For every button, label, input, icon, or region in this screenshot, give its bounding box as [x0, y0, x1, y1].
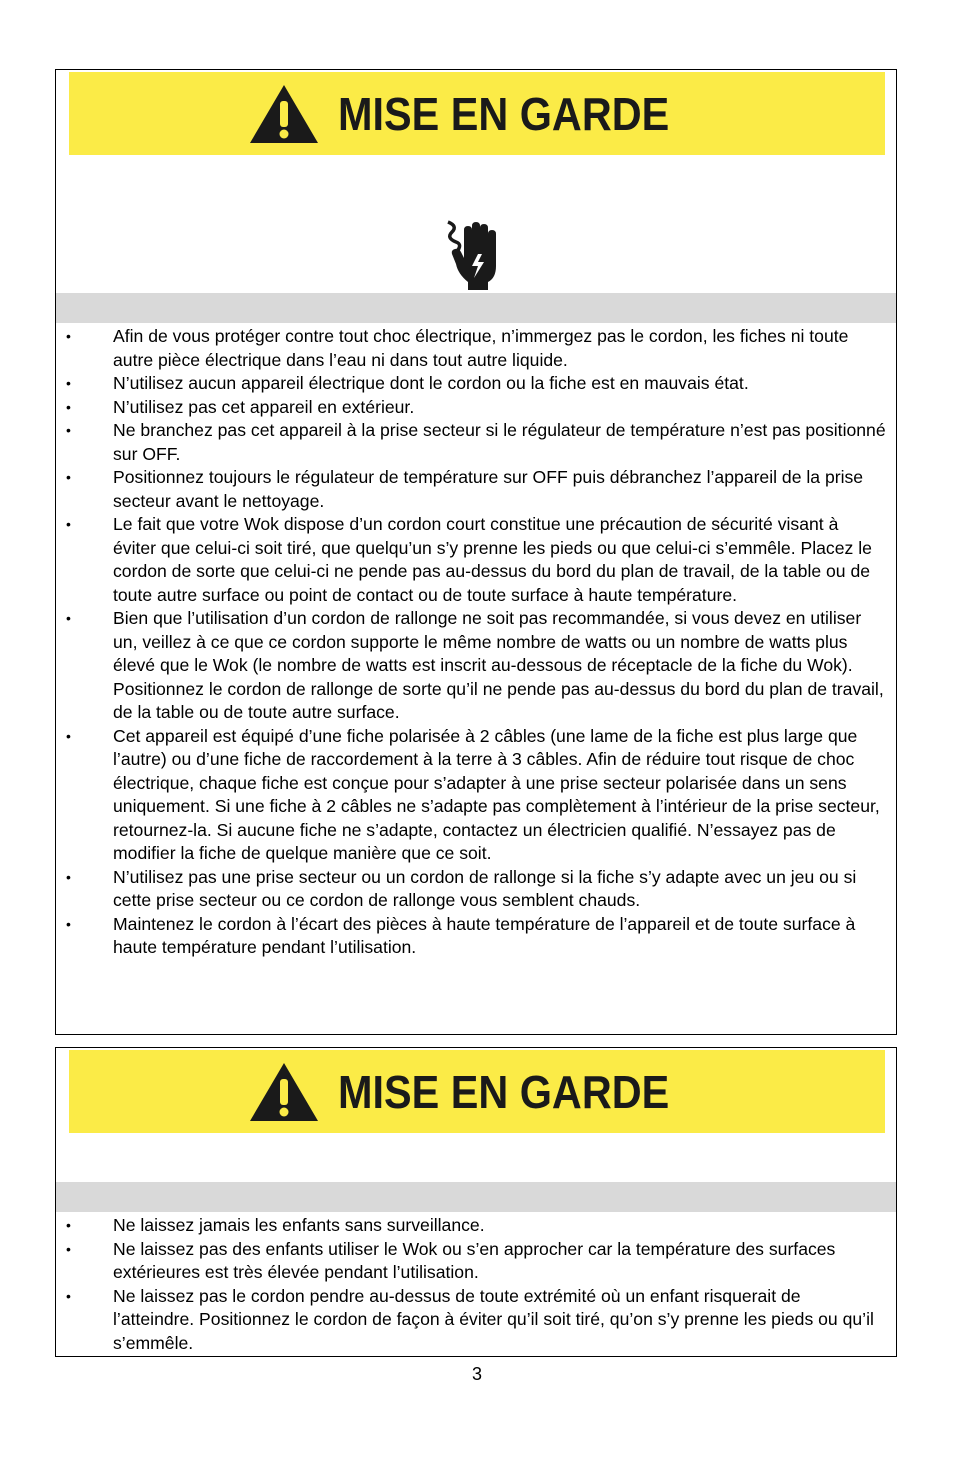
list-item: • N’utilisez aucun appareil électrique dont le cordon ou la fiche est en mauvais état.	[56, 372, 886, 396]
list-item: • N’utilisez pas cet appareil en extérieur.	[56, 396, 886, 420]
list-item: • Ne branchez pas cet appareil à la prise secteur si le régulateur de température n’est pas positionné sur OFF.	[56, 419, 886, 466]
list-item: • Bien que l’utilisation d’un cordon de rallonge ne soit pas recommandée, si vous devez en utiliser un, veillez à ce que ce cordon supporte le même nombre de watts ou un nombre de watts plus élevé que le Wok (le nombre de watts est inscrit au-dessous de réceptacle de la fiche du Wok). Positionnez le cordon de rallonge de sorte qu’il ne pende pas au-dessus du bord du plan de travail, de la table ou de toute autre surface.	[56, 607, 886, 725]
list-item: • N’utilisez pas une prise secteur ou un cordon de rallonge si la fiche s’y adapte avec un jeu ou si cette prise secteur ou ce cordon de rallonge vous semblent chauds.	[56, 866, 886, 913]
warning-box-children	[55, 1047, 897, 1357]
list-item: • Le fait que votre Wok dispose d’un cordon court constitue une précaution de sécurité visant à éviter que celui-ci soit tiré, que quelqu’un s’y prenne les pieds ou que celui-ci s’emmêle. Placez le cordon de sorte que celui-ci ne pende pas au-dessus du bord du plan de travail, de la table ou de toute autre surface ou point de contact ou de toute surface à haute température.	[56, 513, 886, 607]
warning-box-electrical	[55, 69, 897, 1035]
warning-banner	[69, 72, 885, 155]
list-item: • Ne laissez pas le cordon pendre au-dessus de toute extrémité où un enfant risquerait de l’atteindre. Positionnez le cordon de façon à éviter qu’il soit tiré, qu’on s’y prenne les pieds ou qu’il s’emmêle.	[56, 1285, 886, 1356]
children-warnings-list	[56, 1214, 886, 1355]
page-number: 3	[471, 1364, 482, 1384]
warning-triangle-icon	[248, 1061, 320, 1123]
list-item: • Afin de vous protéger contre tout choc électrique, n’immergez pas le cordon, les fiches ni toute autre pièce électrique dans l’eau ni dans tout autre liquide.	[56, 325, 886, 372]
warning-triangle-icon	[248, 83, 320, 145]
list-item: • Cet appareil est équipé d’une fiche polarisée à 2 câbles (une lame de la fiche est plus large que l’autre) ou d’une fiche de raccordement à la terre à 3 câbles. Afin de réduire tout risque de choc électrique, chaque fiche est conçue pour s’adapter à une prise secteur polarisée dans un sens uniquement. Si une fiche à 2 câbles ne s’adapte pas complètement à l’intérieur de la prise secteur, retournez-la. Si aucune fiche ne s’adapte, contactez un électricien qualifié. N’essayez pas de modifier la fiche de quelque manière que ce soit.	[56, 725, 886, 866]
list-item: • Ne laissez pas des enfants utiliser le Wok ou s’en approcher car la température des surfaces extérieures est très élevée pendant l’utilisation.	[56, 1238, 886, 1285]
section-divider-bar	[56, 1182, 896, 1212]
warning-banner-label: MISE EN GARDE	[337, 87, 670, 140]
list-item: • Ne laissez jamais les enfants sans surveillance.	[56, 1214, 886, 1238]
electrical-warnings-list	[56, 325, 886, 960]
list-item: • Positionnez toujours le régulateur de température sur OFF puis débranchez l’appareil de la prise secteur avant le nettoyage.	[56, 466, 886, 513]
warning-banner-label: MISE EN GARDE	[337, 1065, 670, 1118]
electric-shock-hand-icon	[444, 220, 508, 292]
section-divider-bar	[56, 293, 896, 323]
list-item: • Maintenez le cordon à l’écart des pièces à haute température de l’appareil et de toute surface à haute température pendant l’utilisation.	[56, 913, 886, 960]
warning-banner	[69, 1050, 885, 1133]
